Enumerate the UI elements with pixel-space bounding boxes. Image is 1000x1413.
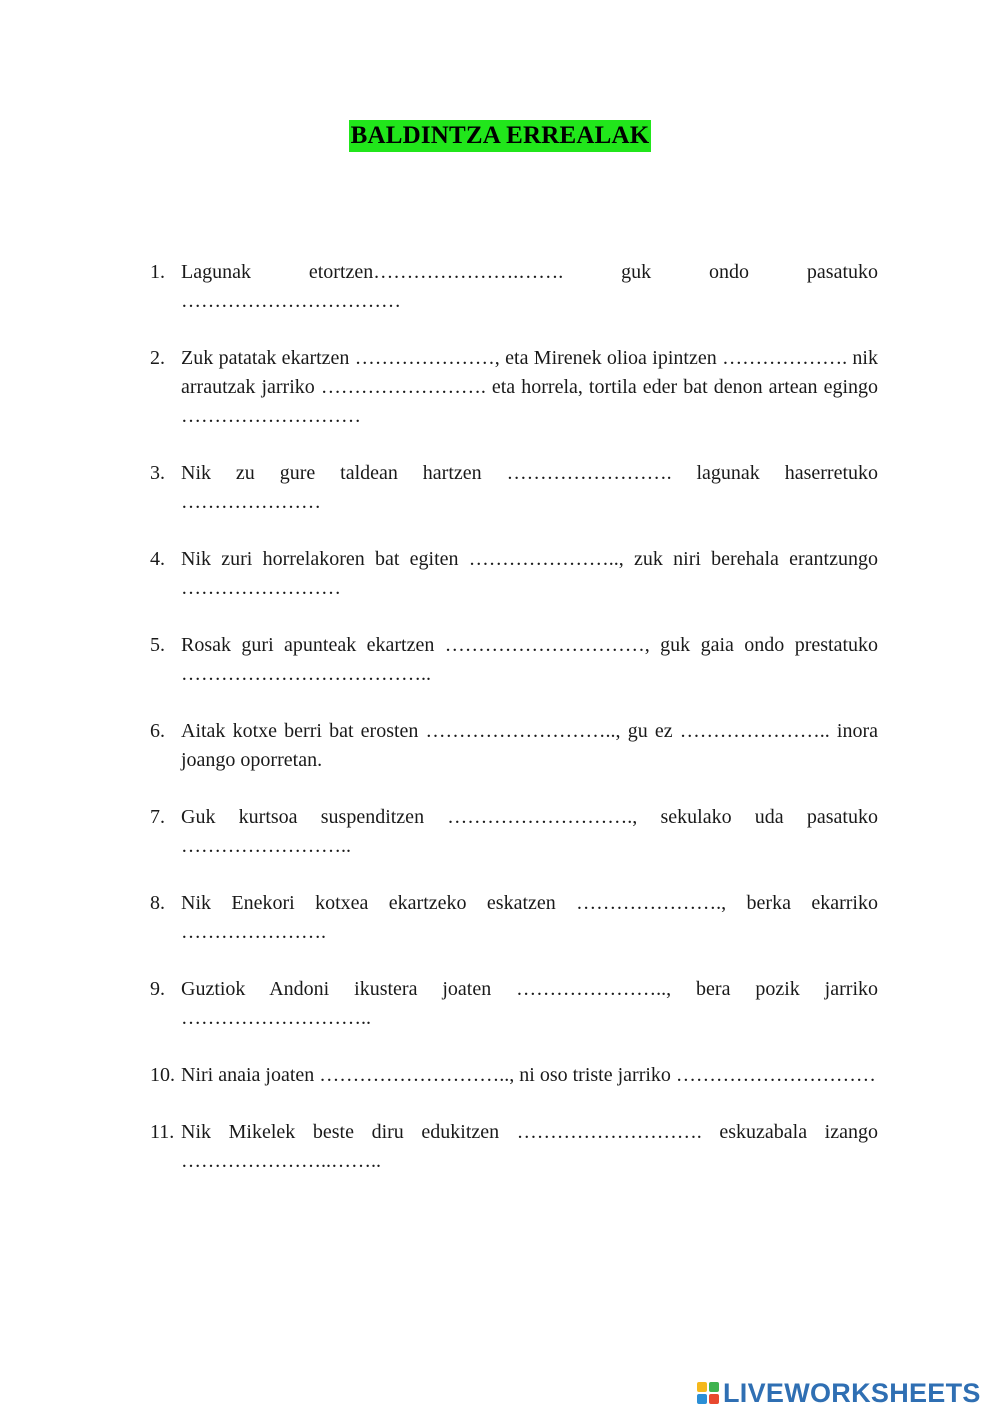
- exercise-text: Rosak guri apunteak ekartzen …………………………, guk gaia ondo prestatuko ………………………………..: [181, 634, 878, 685]
- exercise-number: 11.: [150, 1121, 175, 1143]
- exercise-item: [150, 459, 878, 517]
- liveworksheets-logo-icon: [697, 1382, 719, 1404]
- exercise-item: [150, 717, 878, 775]
- liveworksheets-watermark: [697, 1378, 981, 1408]
- title-container: [0, 120, 1000, 152]
- exercise-text: Lagunak etortzen………………….……. guk ondo pasatuko ……………………………: [181, 261, 878, 312]
- exercise-list: [150, 258, 878, 1204]
- exercise-item: [150, 975, 878, 1033]
- exercise-number: 3.: [150, 462, 165, 484]
- exercise-item: [150, 1118, 878, 1176]
- exercise-number: 9.: [150, 978, 165, 1000]
- exercise-item: [150, 1061, 878, 1090]
- exercise-number: 8.: [150, 892, 165, 914]
- exercise-text: Nik Mikelek beste diru edukitzen ………………………. eskuzabala izango …………………..……..: [181, 1121, 878, 1172]
- exercise-text: Aitak kotxe berri bat erosten ……………………….., gu ez ………………….. inora joango oporretan.: [181, 720, 878, 771]
- exercise-text: Zuk patatak ekartzen …………………, eta Mirenek olioa ipintzen ………………. nik arrautzak jarriko ……………………. eta horrela, tortila eder bat denon artean egingo ………………………: [181, 347, 878, 427]
- exercise-number: 4.: [150, 548, 165, 570]
- exercise-item: [150, 258, 878, 316]
- exercise-number: 10.: [150, 1064, 175, 1086]
- exercise-item: [150, 889, 878, 947]
- exercise-number: 2.: [150, 347, 165, 369]
- exercise-item: [150, 545, 878, 603]
- exercise-text: Nik zu gure taldean hartzen ……………………. lagunak haserretuko …………………: [181, 462, 878, 513]
- exercise-number: 5.: [150, 634, 165, 656]
- exercise-number: 1.: [150, 261, 165, 283]
- exercise-text: Guztiok Andoni ikustera joaten ………………….., bera pozik jarriko ………………………..: [181, 978, 878, 1029]
- exercise-number: 6.: [150, 720, 165, 742]
- exercise-item: [150, 344, 878, 431]
- exercise-number: 7.: [150, 806, 165, 828]
- exercise-text: Guk kurtsoa suspenditzen ………………………., sekulako uda pasatuko ……………………..: [181, 806, 878, 857]
- exercise-text: Niri anaia joaten ……………………….., ni oso triste jarriko …………………………: [181, 1064, 876, 1086]
- exercise-text: Nik zuri horrelakoren bat egiten ………………….., zuk niri berehala erantzungo ……………………: [181, 548, 878, 599]
- watermark-text: LIVEWORKSHEETS: [723, 1377, 981, 1408]
- page-title: BALDINTZA ERREALAK: [349, 120, 652, 152]
- exercise-text: Nik Enekori kotxea ekartzeko eskatzen …………………., berka ekarriko ………………….: [181, 892, 878, 943]
- exercise-item: [150, 631, 878, 689]
- exercise-item: [150, 803, 878, 861]
